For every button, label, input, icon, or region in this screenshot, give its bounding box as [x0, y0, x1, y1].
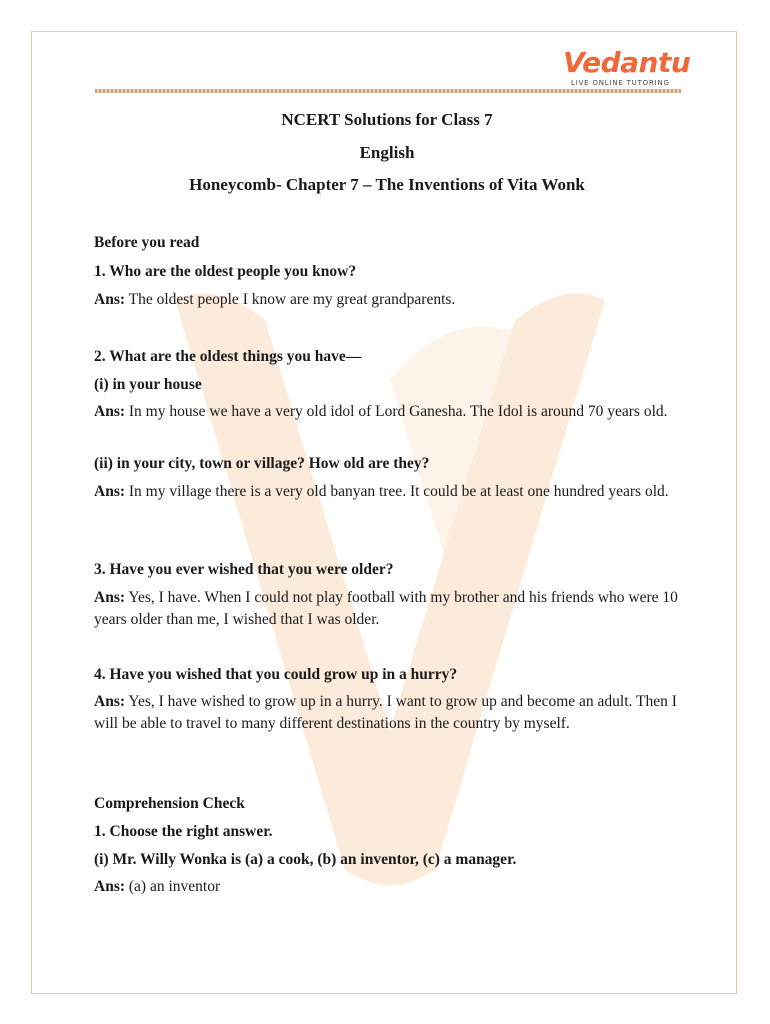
question-3: 3. Have you ever wished that you were older?: [94, 561, 394, 578]
vedantu-logo: [563, 46, 691, 94]
answer-text: Yes, I have. When I could not play football with my brother and his friends who were 10 years older than me, I wished that I was older.: [94, 589, 678, 628]
question-2-part-1: (i) in your house: [94, 376, 202, 393]
answer-label: Ans:: [94, 291, 126, 308]
instruction-choose-answer: 1. Choose the right answer.: [94, 823, 273, 840]
section-heading-comprehension-check: Comprehension Check: [94, 795, 245, 812]
answer-text: The oldest people I know are my great grandparents.: [128, 291, 456, 308]
section-heading-before-you-read: Before you read: [94, 234, 200, 251]
title-line-1: NCERT Solutions for Class 7: [281, 110, 493, 129]
title-line-3: Honeycomb- Chapter 7 – The Inventions of Vita Wonk: [189, 175, 585, 194]
question-2: 2. What are the oldest things you have—: [94, 348, 362, 365]
question-4: 4. Have you wished that you could grow up in a hurry?: [94, 666, 458, 683]
answer-text: Yes, I have wished to grow up in a hurry. I want to grow up and become an adult. Then I will be able to travel to many different destinations in the country by myself.: [94, 693, 677, 732]
answer-4: [94, 691, 680, 735]
question-2-part-2: (ii) in your city, town or village? How old are they?: [94, 455, 430, 472]
header-divider: [95, 89, 681, 93]
answer-text: (a) an inventor: [128, 878, 221, 895]
answer-1: [94, 289, 680, 311]
question-1: 1. Who are the oldest people you know?: [94, 263, 357, 280]
answer-text: In my village there is a very old banyan tree. It could be at least one hundred years old.: [128, 483, 669, 500]
answer-3: [94, 587, 680, 631]
logo-tagline: LIVE ONLINE TUTORING: [571, 79, 670, 87]
title-line-2: English: [359, 143, 415, 162]
comprehension-answer-1: [94, 876, 680, 898]
answer-2-part-1: [94, 401, 680, 423]
logo-wordmark: Vedantu: [563, 46, 691, 79]
answer-label: Ans:: [94, 693, 126, 710]
answer-2-part-2: [94, 481, 680, 503]
answer-label: Ans:: [94, 878, 126, 895]
answer-label: Ans:: [94, 483, 126, 500]
answer-label: Ans:: [94, 403, 126, 420]
comprehension-question-1: (i) Mr. Willy Wonka is (a) a cook, (b) an inventor, (c) a manager.: [94, 851, 517, 868]
answer-text: In my house we have a very old idol of Lord Ganesha. The Idol is around 70 years old.: [128, 403, 668, 420]
answer-label: Ans:: [94, 589, 126, 606]
